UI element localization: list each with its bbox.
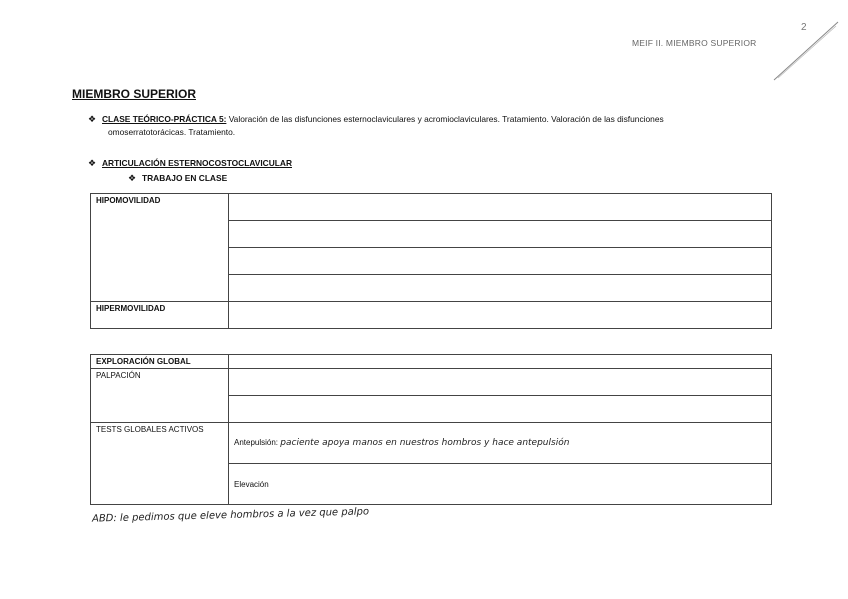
diamond-bullet-icon: ❖ bbox=[88, 158, 97, 168]
hipomovilidad-cell[interactable] bbox=[229, 221, 772, 248]
page-number: 2 bbox=[801, 22, 807, 33]
diamond-bullet-icon: ❖ bbox=[128, 173, 137, 183]
antepulsion-cell[interactable] bbox=[229, 423, 772, 464]
bullet-articulacion bbox=[88, 157, 292, 170]
hipomovilidad-label: HIPOMOVILIDAD bbox=[91, 194, 229, 302]
tests-globales-label: TESTS GLOBALES ACTIVOS bbox=[91, 423, 229, 505]
exploracion-table bbox=[90, 354, 772, 505]
movilidad-table bbox=[90, 193, 772, 329]
hipomovilidad-cell[interactable] bbox=[229, 194, 772, 221]
antepulsion-label: Antepulsión: bbox=[234, 438, 279, 447]
palpacion-label: PALPACIÓN bbox=[91, 369, 229, 423]
hipermovilidad-cell[interactable] bbox=[229, 302, 772, 329]
bullet-label: CLASE TEÓRICO-PRÁCTICA 5: bbox=[102, 114, 227, 124]
corner-decoration-icon bbox=[770, 20, 840, 82]
bullet-label: TRABAJO EN CLASE bbox=[142, 173, 228, 183]
palpacion-cell[interactable] bbox=[229, 396, 772, 423]
handwritten-note-abd: ABD: le pedimos que eleve hombros a la vez que palpo bbox=[91, 506, 370, 525]
elevacion-cell[interactable] bbox=[229, 464, 772, 505]
exploracion-global-cell[interactable] bbox=[229, 355, 772, 369]
main-title: MIEMBRO SUPERIOR bbox=[72, 87, 197, 101]
bullet-clase-teorico-practica bbox=[88, 113, 778, 139]
hipermovilidad-label: HIPERMOVILIDAD bbox=[91, 302, 229, 329]
header-title: MEIF II. MIEMBRO SUPERIOR bbox=[632, 38, 757, 48]
antepulsion-handwritten-note: paciente apoya manos en nuestros hombros y hace antepulsión bbox=[280, 438, 570, 448]
bullet-trabajo-en-clase bbox=[128, 172, 227, 185]
bullet-text: Valoración de las disfunciones esternoclaviculares y acromioclaviculares. Tratamiento. Valoración de las disfunciones bbox=[226, 114, 664, 124]
exploracion-global-label: EXPLORACIÓN GLOBAL bbox=[91, 355, 229, 369]
elevacion-label: Elevación bbox=[234, 479, 269, 489]
diamond-bullet-icon: ❖ bbox=[88, 114, 97, 124]
bullet-label: ARTICULACIÓN ESTERNOCOSTOCLAVICULAR bbox=[102, 158, 292, 168]
hipomovilidad-cell[interactable] bbox=[229, 275, 772, 302]
bullet-text-line2: omoserratotorácicas. Tratamiento. bbox=[108, 127, 236, 137]
hipomovilidad-cell[interactable] bbox=[229, 248, 772, 275]
palpacion-cell[interactable] bbox=[229, 369, 772, 396]
